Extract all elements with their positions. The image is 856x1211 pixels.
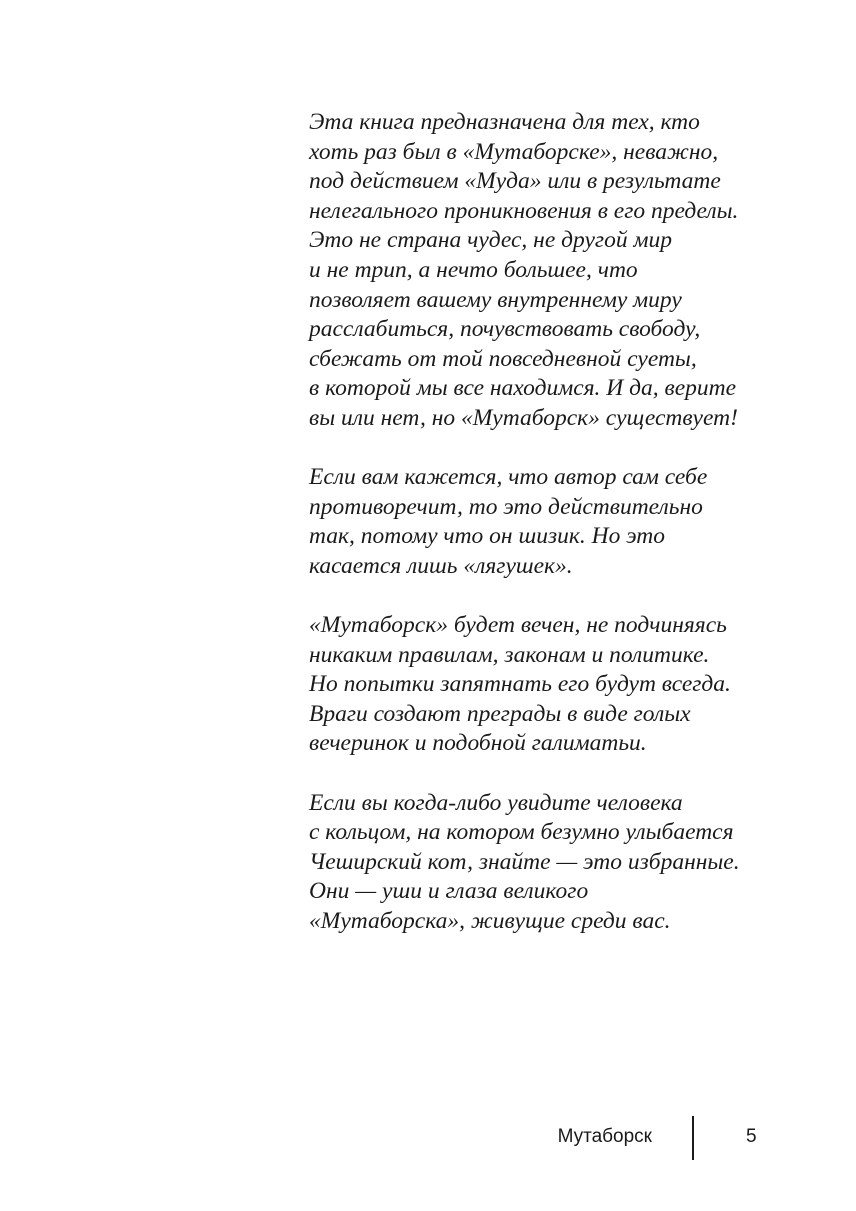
- paragraph-3: [309, 611, 829, 759]
- paragraph-2: [309, 463, 829, 581]
- text-line: с кольцом, на котором безумно улыбается: [309, 819, 734, 846]
- text-line: «Мутаборска», живущие среди вас.: [309, 908, 671, 935]
- footer-divider: [692, 1116, 694, 1160]
- text-line: Если вы когда-либо увидите человека: [309, 789, 683, 816]
- text-line: и не трип, а нечто большее, что: [309, 256, 638, 283]
- text-line: вечеринок и подобной галиматьи.: [309, 730, 647, 757]
- text-line: Но попытки запятнать его будут всегда.: [309, 671, 731, 698]
- text-line: Чеширский кот, знайте — это избранные.: [309, 848, 740, 875]
- page-number: 5: [746, 1126, 757, 1147]
- text-line: расслабиться, почувствовать свободу,: [309, 316, 701, 343]
- text-line: вы или нет, но «Мутаборск» существует!: [309, 404, 738, 431]
- text-line: «Мутаборск» будет вечен, не подчиняясь: [309, 612, 727, 639]
- text-line: Если вам кажется, что автор сам себе: [309, 464, 708, 491]
- text-line: в которой мы все находимся. И да, верите: [309, 375, 737, 402]
- body-text: [309, 108, 829, 966]
- text-line: касается лишь «лягушек».: [309, 552, 573, 579]
- text-line: Враги создают преграды в виде голых: [309, 700, 691, 727]
- text-line: Это не страна чудес, не другой мир: [309, 227, 672, 254]
- text-line: нелегального проникновения в его пределы.: [309, 197, 739, 224]
- running-footer-title: Мутаборск: [557, 1126, 652, 1147]
- text-line: сбежать от той повседневной суеты,: [309, 345, 697, 372]
- text-line: противоречит, то это действительно: [309, 493, 703, 520]
- paragraph-4: [309, 789, 829, 937]
- text-line: Эта книга предназначена для тех, кто: [309, 109, 700, 135]
- text-line: Они — уши и глаза великого: [309, 878, 589, 905]
- paragraph-1: [309, 108, 829, 434]
- text-line: никаким правилам, законам и политике.: [309, 641, 710, 668]
- text-line: так, потому что он шизик. Но это: [309, 523, 665, 550]
- text-line: позволяет вашему внутреннему миру: [309, 286, 682, 313]
- text-line: хоть раз был в «Мутаборске», неважно,: [309, 138, 719, 165]
- text-line: под действием «Муда» или в результате: [309, 168, 721, 195]
